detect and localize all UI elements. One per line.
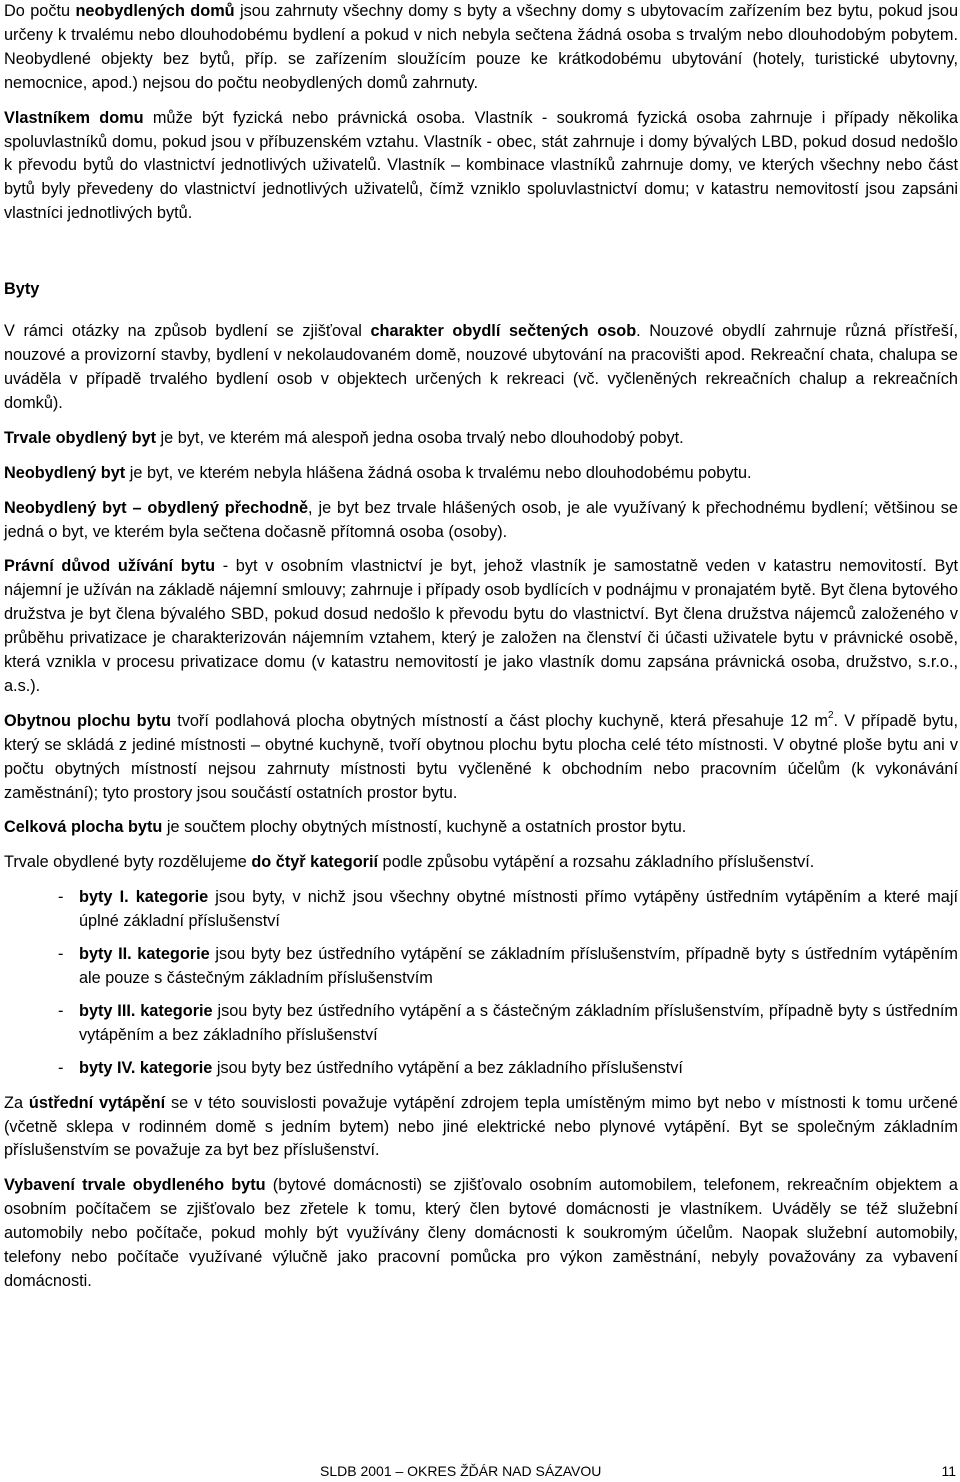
list-item [4, 1000, 958, 1048]
section-heading-byty: Byty [4, 280, 40, 299]
paragraph-trvale-obydleny-byt [4, 427, 958, 451]
text-run: je součtem plochy obytných místností, kuchyně a ostatních prostor bytu. [162, 818, 687, 837]
term-obydleny-prechodne: Neobydlený byt – obydlený přechodně [4, 498, 309, 517]
text-run: Trvale obydlené byty rozdělujeme [4, 853, 252, 872]
term-vybaveni-bytu: Vybavení trvale obydleného bytu [4, 1176, 266, 1195]
term-vlastnik-domu: Vlastníkem domu [4, 108, 144, 127]
list-dash: - [58, 888, 64, 907]
text-run: . Nouzové obydlí zahrnuje různá přístřeší, nouzové a provizorní stavby, bydlení v nekolaudovaném domě, nouzové ubytování na pracovišti apod. Rekreační chata, chalupa se uváděla v případě trvalého bydlení osob v objektech určených k rekreaci (vč. vyčleněných rekreačních chalup a rekreačních domků). [4, 322, 958, 412]
text-run: podle způsobu vytápění a rozsahu základního příslušenství. [378, 853, 815, 872]
list-item [4, 943, 958, 991]
paragraph-ustredni-vytapeni [4, 1092, 958, 1164]
text-run: Do počtu [4, 2, 76, 20]
text-run: . V případě bytu, který se skládá z jediné místnosti – obytné kuchyně, tvoří obytnou plochu bytu plocha celé této místnosti. V obytné ploše bytu ani v počtu obytných místností nejsou zahrnuty místnosti bytu vyčleněné k obchodním nebo pracovním účelům (k vykonávání zaměstnání); tyto prostory jsou součástí ostatních prostor bytu. [4, 711, 958, 802]
superscript: 2 [827, 710, 834, 722]
text-run: se v této souvislosti považuje vytápění zdrojem tepla umístěným mimo byt nebo v místnosti k tomu určené (včetně sklepa v rodinném domě s jedním bytem) nebo jiné elektrické nebo plynové vytápění. Byt se společným základním příslušenstvím se považuje za byt bez příslušenství. [4, 1093, 958, 1160]
page-footer [0, 1461, 960, 1481]
term-pravni-duvod: Právní důvod užívání bytu [4, 557, 216, 576]
list-item [4, 1057, 958, 1081]
list-dash: - [58, 945, 64, 964]
term-neobydlene-domy: neobydlených domů [75, 2, 235, 20]
term-neobydleny-byt: Neobydlený byt [4, 463, 126, 482]
paragraph-kategorie-intro [4, 851, 958, 875]
term-charakter-obydli: charakter obydlí sečtených osob [370, 322, 637, 341]
text-run: tvoří podlahová plocha obytných místností a část plochy kuchyně, která přesahuje 12 m [171, 711, 828, 730]
category-list [4, 886, 958, 1080]
category-label: byty I. kategorie [79, 888, 209, 907]
paragraph-vybaveni-bytu [4, 1174, 958, 1294]
text-run: Za [4, 1093, 29, 1112]
document-page [4, 0, 958, 1305]
page-number: 11 [941, 1463, 956, 1479]
paragraph-neobydleny-byt [4, 462, 958, 486]
text-run: může být fyzická nebo právnická osoba. Vlastník - soukromá fyzická osoba zahrnuje i případy několika spoluvlastníků domu, pokud jsou v příbuzenském vztahu. Vlastník - obec, stát zahrnuje i domy bývalých LBD, pokud dosud nedošlo k převodu bytů do vlastnictví jednotlivých uživatelů. Vlastník – kombinace vlastníků zahrnuje domy, ve kterých všechny nebo část bytů byly převedeny do vlastnictví jednotlivých uživatelů, čímž vzniklo spoluvlastnictví domu; v katastru nemovitostí jsou zapsáni vlastníci jednotlivých bytů. [4, 108, 958, 223]
term-obytna-plocha: Obytnou plochu bytu [4, 711, 172, 730]
text-run: je byt, ve kterém má alespoň jedna osoba trvalý nebo dlouhodobý pobyt. [156, 428, 684, 447]
category-label: byty III. kategorie [79, 1001, 213, 1020]
paragraph-neobydlene-domy [4, 0, 958, 96]
text-run: jsou byty, v nichž jsou všechny obytné místnosti přímo vytápěny ústředním vytápěním a které mají úplné základní příslušenství [79, 888, 959, 931]
list-item [4, 886, 958, 934]
text-run: jsou zahrnuty všechny domy s byty a všechny domy s ubytovacím zařízením bez bytu, pokud jsou určeny k trvalému nebo dlouhodobému bydlení a pokud v nich nebyla sečtena žádná osoba s trvalým nebo dlouhodobým pobytem. Neobydlené objekty bez bytů, příp. se zařízením sloužícím pouze ke krátkodobému ubytování (hotely, turistické ubytovny, nemocnice, apod.) nejsou do počtu neobydlených domů zahrnuty. [4, 2, 958, 92]
category-label: byty IV. kategorie [79, 1058, 213, 1077]
term-ctyri-kategorie: do čtyř kategorií [251, 853, 379, 872]
footer-title: SLDB 2001 – OKRES ŽĎÁR NAD SÁZAVOU [320, 1463, 602, 1479]
paragraph-pravni-duvod [4, 555, 958, 698]
text-run: , je byt bez trvale hlášených osob, je ale využívaný k přechodnému bydlení; většinou se jedná o byt, ve kterém byla sečtena dočasně přítomná osoba (osoby). [4, 498, 958, 541]
text-run: je byt, ve kterém nebyla hlášena žádná osoba k trvalému nebo dlouhodobému pobytu. [125, 463, 752, 482]
paragraph-obydleny-prechodne [4, 497, 958, 545]
list-dash: - [58, 1001, 64, 1020]
category-label: byty II. kategorie [79, 945, 210, 964]
text-run: V rámci otázky na způsob bydlení se zjišťoval [4, 322, 371, 341]
text-run: jsou byty bez ústředního vytápění a bez základního příslušenství [212, 1058, 683, 1077]
list-dash: - [58, 1058, 64, 1077]
paragraph-vlastnik-domu [4, 107, 958, 227]
paragraph-celkova-plocha [4, 816, 958, 840]
text-run: (bytové domácnosti) se zjišťovalo osobním automobilem, telefonem, rekreačním objektem a osobním počítačem se zjišťovalo bez zřetele k tomu, který člen bytové domácnosti je vlastníkem. Uváděly se též služební automobily nebo počítače, pokud mohly být využívány členy domácnosti k soukromým účelům. Naopak služební automobily, telefony nebo počítače využívané výlučně jako pracovní pomůcka pro výkon zaměstnání, nebyly považovány za vybavení domácnosti. [4, 1176, 958, 1290]
text-run: jsou byty bez ústředního vytápění a s částečným základním příslušenstvím, případně byty s ústředním vytápěním a bez základního příslušenství [79, 1001, 958, 1044]
text-run: - byt v osobním vlastnictví je byt, jehož vlastník je samostatně veden v katastru nemovitostí. Byt nájemní je užíván na základě nájemní smlouvy; zahrnuje i případy osob bydlících v podnájmu v pronajatém bytě. Byt člena bytového družstva je byt člena bývalého SBD, pokud dosud nedošlo k převodu bytu do vlastnictví. Byt člena družstva nájemců založeného v průběhu privatizace je charakterizován nájemním vztahem, který je založen na členství či účasti uživatele bytu v právnické osobě, která vznikla v procesu privatizace domu (v katastru nemovitostí je jako vlastník domu zapsána právnická osoba, družstvo, s.r.o., a.s.). [4, 557, 958, 695]
text-run: jsou byty bez ústředního vytápění se základním příslušenstvím, případně byty s ústředním vytápěním ale pouze s částečným základním příslušenstvím [79, 945, 958, 987]
term-ustredni-vytapeni: ústřední vytápění [28, 1093, 166, 1112]
term-trvale-obydleny-byt: Trvale obydlený byt [4, 428, 157, 447]
term-celkova-plocha: Celková plocha bytu [4, 818, 163, 837]
paragraph-obytna-plocha [4, 710, 958, 806]
paragraph-charakter-obydli [4, 320, 958, 416]
